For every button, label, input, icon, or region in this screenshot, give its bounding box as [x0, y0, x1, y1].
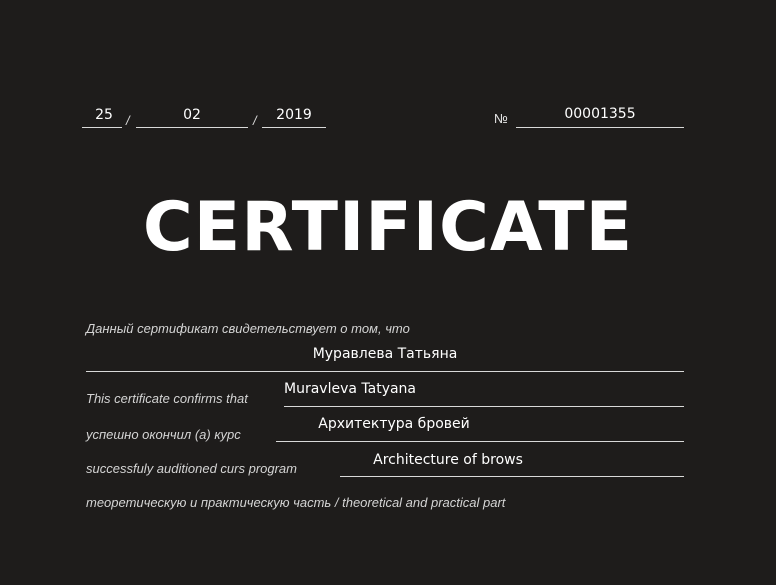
date-year: 2019: [276, 107, 312, 123]
course-name-ru: Архитектура бровей: [318, 416, 470, 432]
recipient-name-ru: Муравлева Татьяна: [312, 346, 458, 362]
course-name-en: Architecture of brows: [373, 452, 523, 468]
date-separator: /: [126, 113, 130, 128]
certificate-number-underline: [516, 127, 684, 128]
footer-text: теоретическую и практическую часть / theoretical and practical part: [86, 495, 506, 510]
course-name-en-underline: [340, 476, 684, 477]
course-label-ru: успешно окончил (а) курс: [86, 427, 241, 442]
confirm-label-en: This certificate confirms that: [86, 391, 248, 406]
certificate-number: 00001355: [564, 106, 636, 122]
date-separator: /: [253, 113, 257, 128]
recipient-name-ru-underline: [86, 371, 684, 372]
date-month-underline: [136, 127, 248, 128]
date-year-underline: [262, 127, 326, 128]
date-month: 02: [183, 107, 201, 123]
intro-text: Данный сертификат свидетельствует о том, что: [86, 321, 410, 336]
number-sign: №: [494, 111, 508, 126]
recipient-name-en-underline: [284, 406, 684, 407]
date-day-underline: [82, 127, 122, 128]
course-name-ru-underline: [276, 441, 684, 442]
date-day: 25: [95, 107, 113, 123]
course-label-en: successfuly auditioned curs program: [86, 461, 297, 476]
recipient-name-en: Muravleva Tatyana: [284, 381, 417, 397]
certificate-title: CERTIFICATE: [142, 188, 634, 267]
